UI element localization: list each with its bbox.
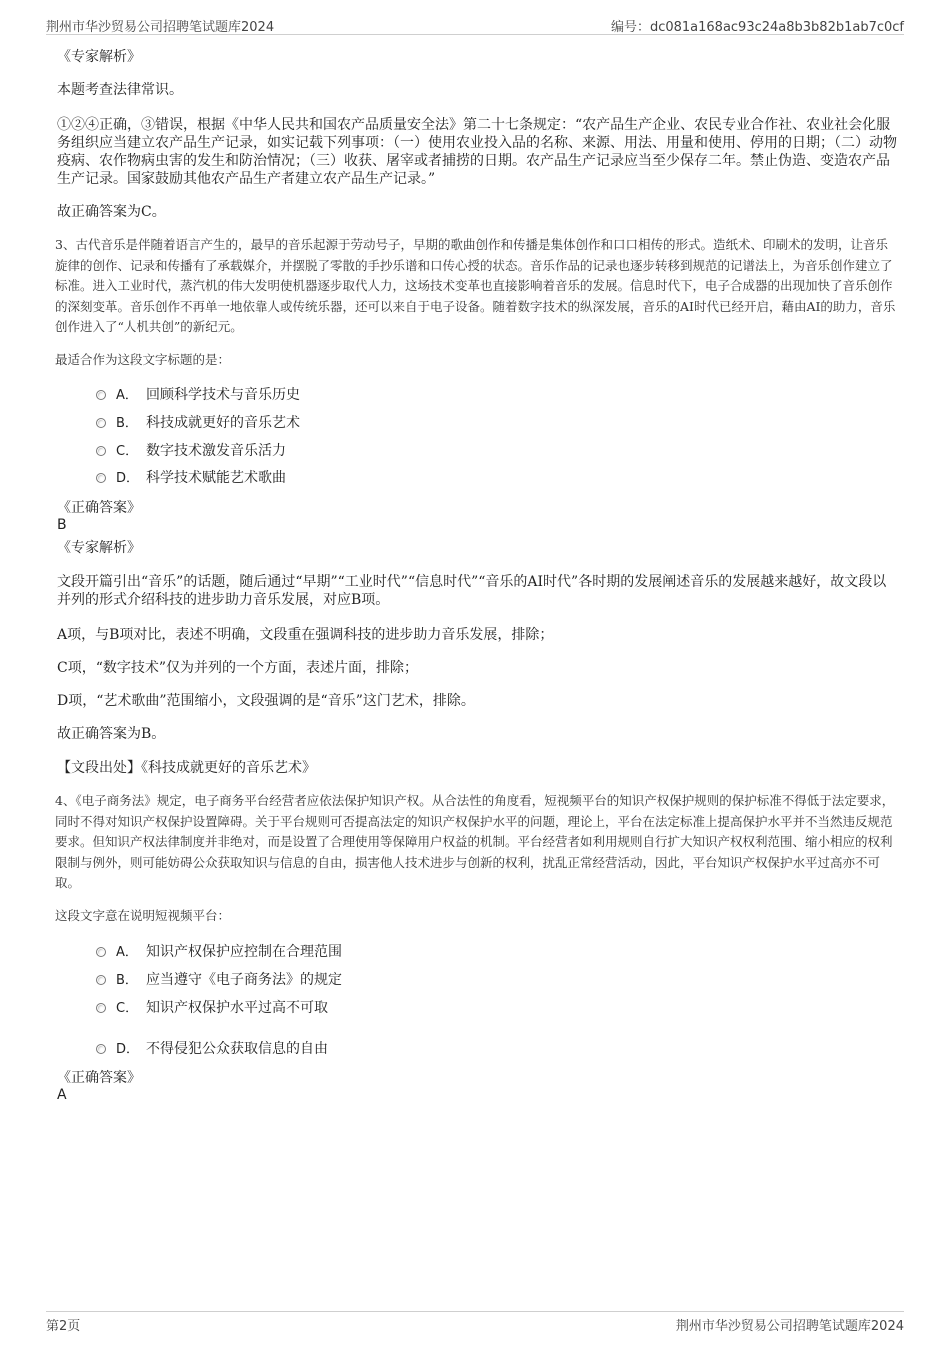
q3-answer: B <box>57 517 67 533</box>
q4-answer-heading: 《正确答案》 <box>57 1070 141 1086</box>
footer-title: 荆州市华沙贸易公司招聘笔试题库2024 <box>675 1319 904 1334</box>
option-text: 应当遵守《电子商务法》的规定 <box>146 972 342 988</box>
q4-option-b[interactable]: B． 应当遵守《电子商务法》的规定 <box>96 971 342 990</box>
q3-analysis-4: D项，“艺术歌曲”范围缩小，文段强调的是“音乐”这门艺术，排除。 <box>57 693 475 709</box>
q2-analysis-heading: 《专家解析》 <box>57 49 141 65</box>
option-text: 知识产权保护应控制在合理范围 <box>146 944 342 960</box>
q3-source: 【文段出处】《科技成就更好的音乐艺术》 <box>57 760 316 776</box>
page-footer <box>46 1311 904 1332</box>
radio-icon[interactable] <box>96 418 106 428</box>
radio-icon[interactable] <box>96 390 106 400</box>
q4-passage: 4、《电子商务法》规定，电子商务平台经营者应依法保护知识产权。从合法性的角度看，短视频平台的知识产权保护规则的保护标准不得低于法定要求，同时不得对知识产权保护设置障碍。关于平台规则可否提高法定的知识产权保护水平的问题，理论上，平台在法定标准上提高保护水平并不当然违反规范要求。但知识产权法律制度并非绝对，而是设置了合理使用等保障用户权益的机制。平台经营者如利用规则自行扩大知识产权权利范围、缩小相应的权利限制与例外，则可能妨碍公众获取知识与信息的自由，损害他人技术进步与创新的权利，扰乱正常经营活动，因此，平台知识产权保护水平过高亦不可取。 <box>55 793 895 890</box>
q3-passage: 3、古代音乐是伴随着语言产生的，最早的音乐起源于劳动号子，早期的歌曲创作和传播是集体创作和口口相传的形式。造纸术、印刷术的发明，让音乐旋律的创作、记录和传播有了承载媒介，并摆脱了零散的手抄乐谱和口传心授的状态。音乐作品的记录也逐步转移到规范的记谱法上，为音乐创作建立了标准。进入工业时代，蒸汽机的伟大发明使机器逐步取代人力，这场技术变革也直接影响着音乐的发展。信息时代下，电子合成器的出现加快了音乐创作的深刻变革。音乐创作不再单一地依靠人或传统乐器，还可以来自于电子设备。随着数字技术的纵深发展，音乐的AI时代已经开启，藉由AI的助力，音乐创作进入了“人机共创”的新纪元。 <box>55 237 896 334</box>
q3-option-c[interactable]: C． 数字技术激发音乐活力 <box>96 442 286 461</box>
q4-question: 这段文字意在说明短视频平台： <box>55 908 231 923</box>
radio-icon[interactable] <box>96 446 106 456</box>
q3-analysis-1: 文段开篇引出“音乐”的话题，随后通过“早期”“工业时代”“信息时代”“音乐的AI时代”各时期的发展阐述音乐的发展越来越好，故文段以并列的形式介绍科技的进步助力音乐发展，对应B项。 <box>57 574 887 608</box>
option-text: 不得侵犯公众获取信息的自由 <box>146 1041 328 1057</box>
q3-option-a[interactable]: A． 回顾科学技术与音乐历史 <box>96 386 300 405</box>
q2-conclusion: 故正确答案为C。 <box>57 204 166 220</box>
q4-option-c[interactable]: C． 知识产权保护水平过高不可取 <box>96 999 328 1018</box>
header-code: 编号：dc081a168ac93c24a8b3b82b1ab7c0cf <box>610 20 904 35</box>
radio-icon[interactable] <box>96 947 106 957</box>
option-text: 回顾科学技术与音乐历史 <box>146 387 300 403</box>
header-title: 荆州市华沙贸易公司招聘笔试题库2024 <box>46 20 275 35</box>
q3-option-b[interactable]: B． 科技成就更好的音乐艺术 <box>96 414 300 433</box>
q3-analysis-heading: 《专家解析》 <box>57 540 141 556</box>
option-text: 科技成就更好的音乐艺术 <box>146 415 300 431</box>
q3-answer-heading: 《正确答案》 <box>57 500 141 516</box>
option-text: 数字技术激发音乐活力 <box>146 443 286 459</box>
option-text: 知识产权保护水平过高不可取 <box>146 1000 328 1016</box>
q3-question: 最适合作为这段文字标题的是： <box>55 352 231 367</box>
q3-option-d[interactable]: D． 科学技术赋能艺术歌曲 <box>96 469 286 488</box>
page-number: 第2页 <box>46 1319 81 1334</box>
option-text: 科学技术赋能艺术歌曲 <box>146 470 286 486</box>
q2-topic: 本题考查法律常识。 <box>57 82 183 98</box>
radio-icon[interactable] <box>96 975 106 985</box>
q4-option-d[interactable]: D． 不得侵犯公众获取信息的自由 <box>96 1040 328 1059</box>
radio-icon[interactable] <box>96 1003 106 1013</box>
q4-option-a[interactable]: A． 知识产权保护应控制在合理范围 <box>96 943 342 962</box>
radio-icon[interactable] <box>96 1044 106 1054</box>
q3-conclusion: 故正确答案为B。 <box>57 726 166 742</box>
q3-analysis-3: C项，“数字技术”仅为并列的一个方面，表述片面，排除； <box>57 660 419 676</box>
q2-explanation: ①②④正确，③错误，根据《中华人民共和国农产品质量安全法》第二十七条规定：“农产品生产企业、农民专业合作社、农业社会化服务组织应当建立农产品生产记录，如实记载下列事项：（一）使用农业投入品的名称、来源、用法、用量和使用、停用的日期；（二）动物疫病、农作物病虫害的发生和防治情况；（三）收获、屠宰或者捕捞的日期。农产品生产记录应当至少保存二年。禁止伪造、变造农产品生产记录。国家鼓励其他农产品生产者建立农产品生产记录。” <box>57 117 897 187</box>
page-header <box>46 14 904 35</box>
q4-answer: A <box>57 1087 67 1103</box>
radio-icon[interactable] <box>96 473 106 483</box>
q3-analysis-2: A项，与B项对比，表述不明确，文段重在强调科技的进步助力音乐发展，排除； <box>57 627 554 643</box>
